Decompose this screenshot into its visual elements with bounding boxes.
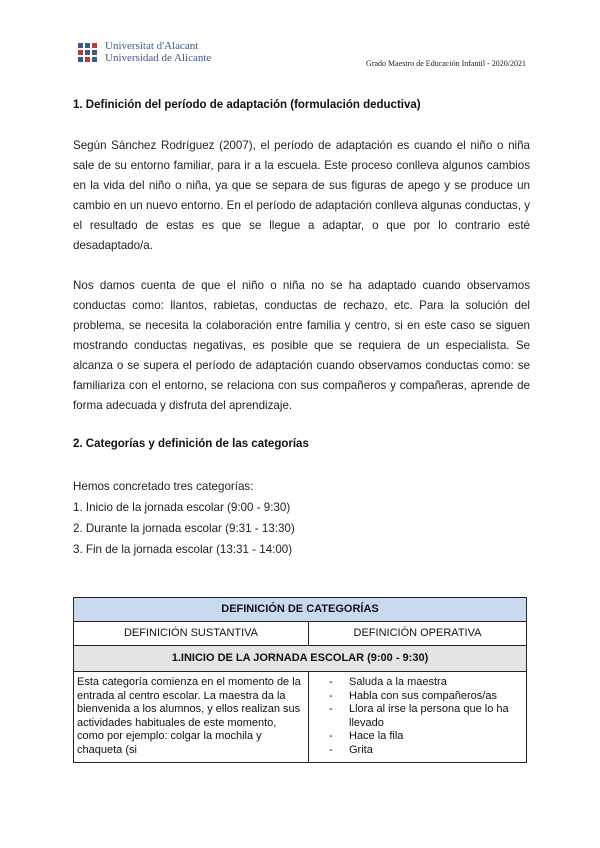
logo-line-2: Universidad de Alicante	[105, 52, 212, 64]
categories-table	[73, 597, 527, 763]
table-header-substantive: DEFINICIÓN SUSTANTIVA	[74, 622, 309, 646]
paragraph-1: Según Sánchez Rodríguez (2007), el período de adaptación es cuando el niño o niña sale de su entorno familiar, para ir a la escuela. Este proceso conlleva algunos cambios en la vida del niño o niña, ya que se separa de sus figuras de apego y se produce un cambio en un nuevo entorno. En el período de adaptación conlleva algunas conductas, y el resultado de estas es que se llegue a adaptar, o que por lo contrario esté desadaptado/a.	[73, 139, 530, 252]
list-item: - Saluda a la maestra	[329, 676, 520, 690]
table-title: DEFINICIÓN DE CATEGORÍAS	[74, 598, 527, 622]
table-header-operative: DEFINICIÓN OPERATIVA	[309, 622, 527, 646]
page-header	[0, 0, 600, 80]
category-item-3: 3. Fin de la jornada escolar (13:31 - 14:00)	[73, 543, 293, 556]
document-body	[73, 96, 530, 560]
category-item-2: 2. Durante la jornada escolar (9:31 - 13:30)	[73, 522, 295, 535]
operative-list	[329, 676, 520, 758]
section-2-heading: 2. Categorías y definición de las categorías	[73, 438, 309, 450]
logo-line-1: Universitat d'Alacant	[105, 40, 199, 52]
operative-definition	[309, 672, 527, 763]
paragraph-2: Nos damos cuenta de que el niño o niña no se ha adaptado cuando observamos conductas como: llantos, rabietas, conductas de rechazo, etc. Para la solución del problema, se necesita la colaboración entre familia y centro, si en este caso se siguen mostrando conductas negativas, es posible que se requiera de un especialista. Se alcanza o se supera el período de adaptación cuando observamos conductas como: se familiariza con el entorno, se relaciona con sus compañeros y compañeras, aprende de forma adecuada y disfruta del aprendizaje.	[73, 279, 530, 412]
university-crest-icon	[77, 41, 99, 65]
table-section-title: 1.INICIO DE LA JORNADA ESCOLAR (9:00 - 9:30)	[74, 646, 527, 672]
section-1-heading: 1. Definición del período de adaptación (formulación deductiva)	[73, 99, 421, 111]
category-item-1: 1. Inicio de la jornada escolar (9:00 - 9:30)	[73, 501, 291, 514]
list-item: - Hace la fila	[329, 730, 520, 744]
categories-intro: Hemos concretado tres categorías:	[73, 480, 254, 493]
substantive-definition: Esta categoría comienza en el momento de la entrada al centro escolar. La maestra da la bienvenida a los alumnos, y ellos realizan sus actividades habituales de este momento, como por ejemplo: colgar la mochila y chaqueta (si	[74, 672, 309, 763]
list-item: - Grita	[329, 744, 520, 758]
course-label: Grado Maestro de Educación Infantil - 2020/2021	[366, 59, 526, 68]
list-item: - Habla con sus compañeros/as	[329, 690, 520, 704]
list-item: - Llora al irse la persona que lo ha llevado	[329, 703, 520, 730]
university-logo	[77, 40, 217, 68]
logo-text	[105, 40, 211, 64]
